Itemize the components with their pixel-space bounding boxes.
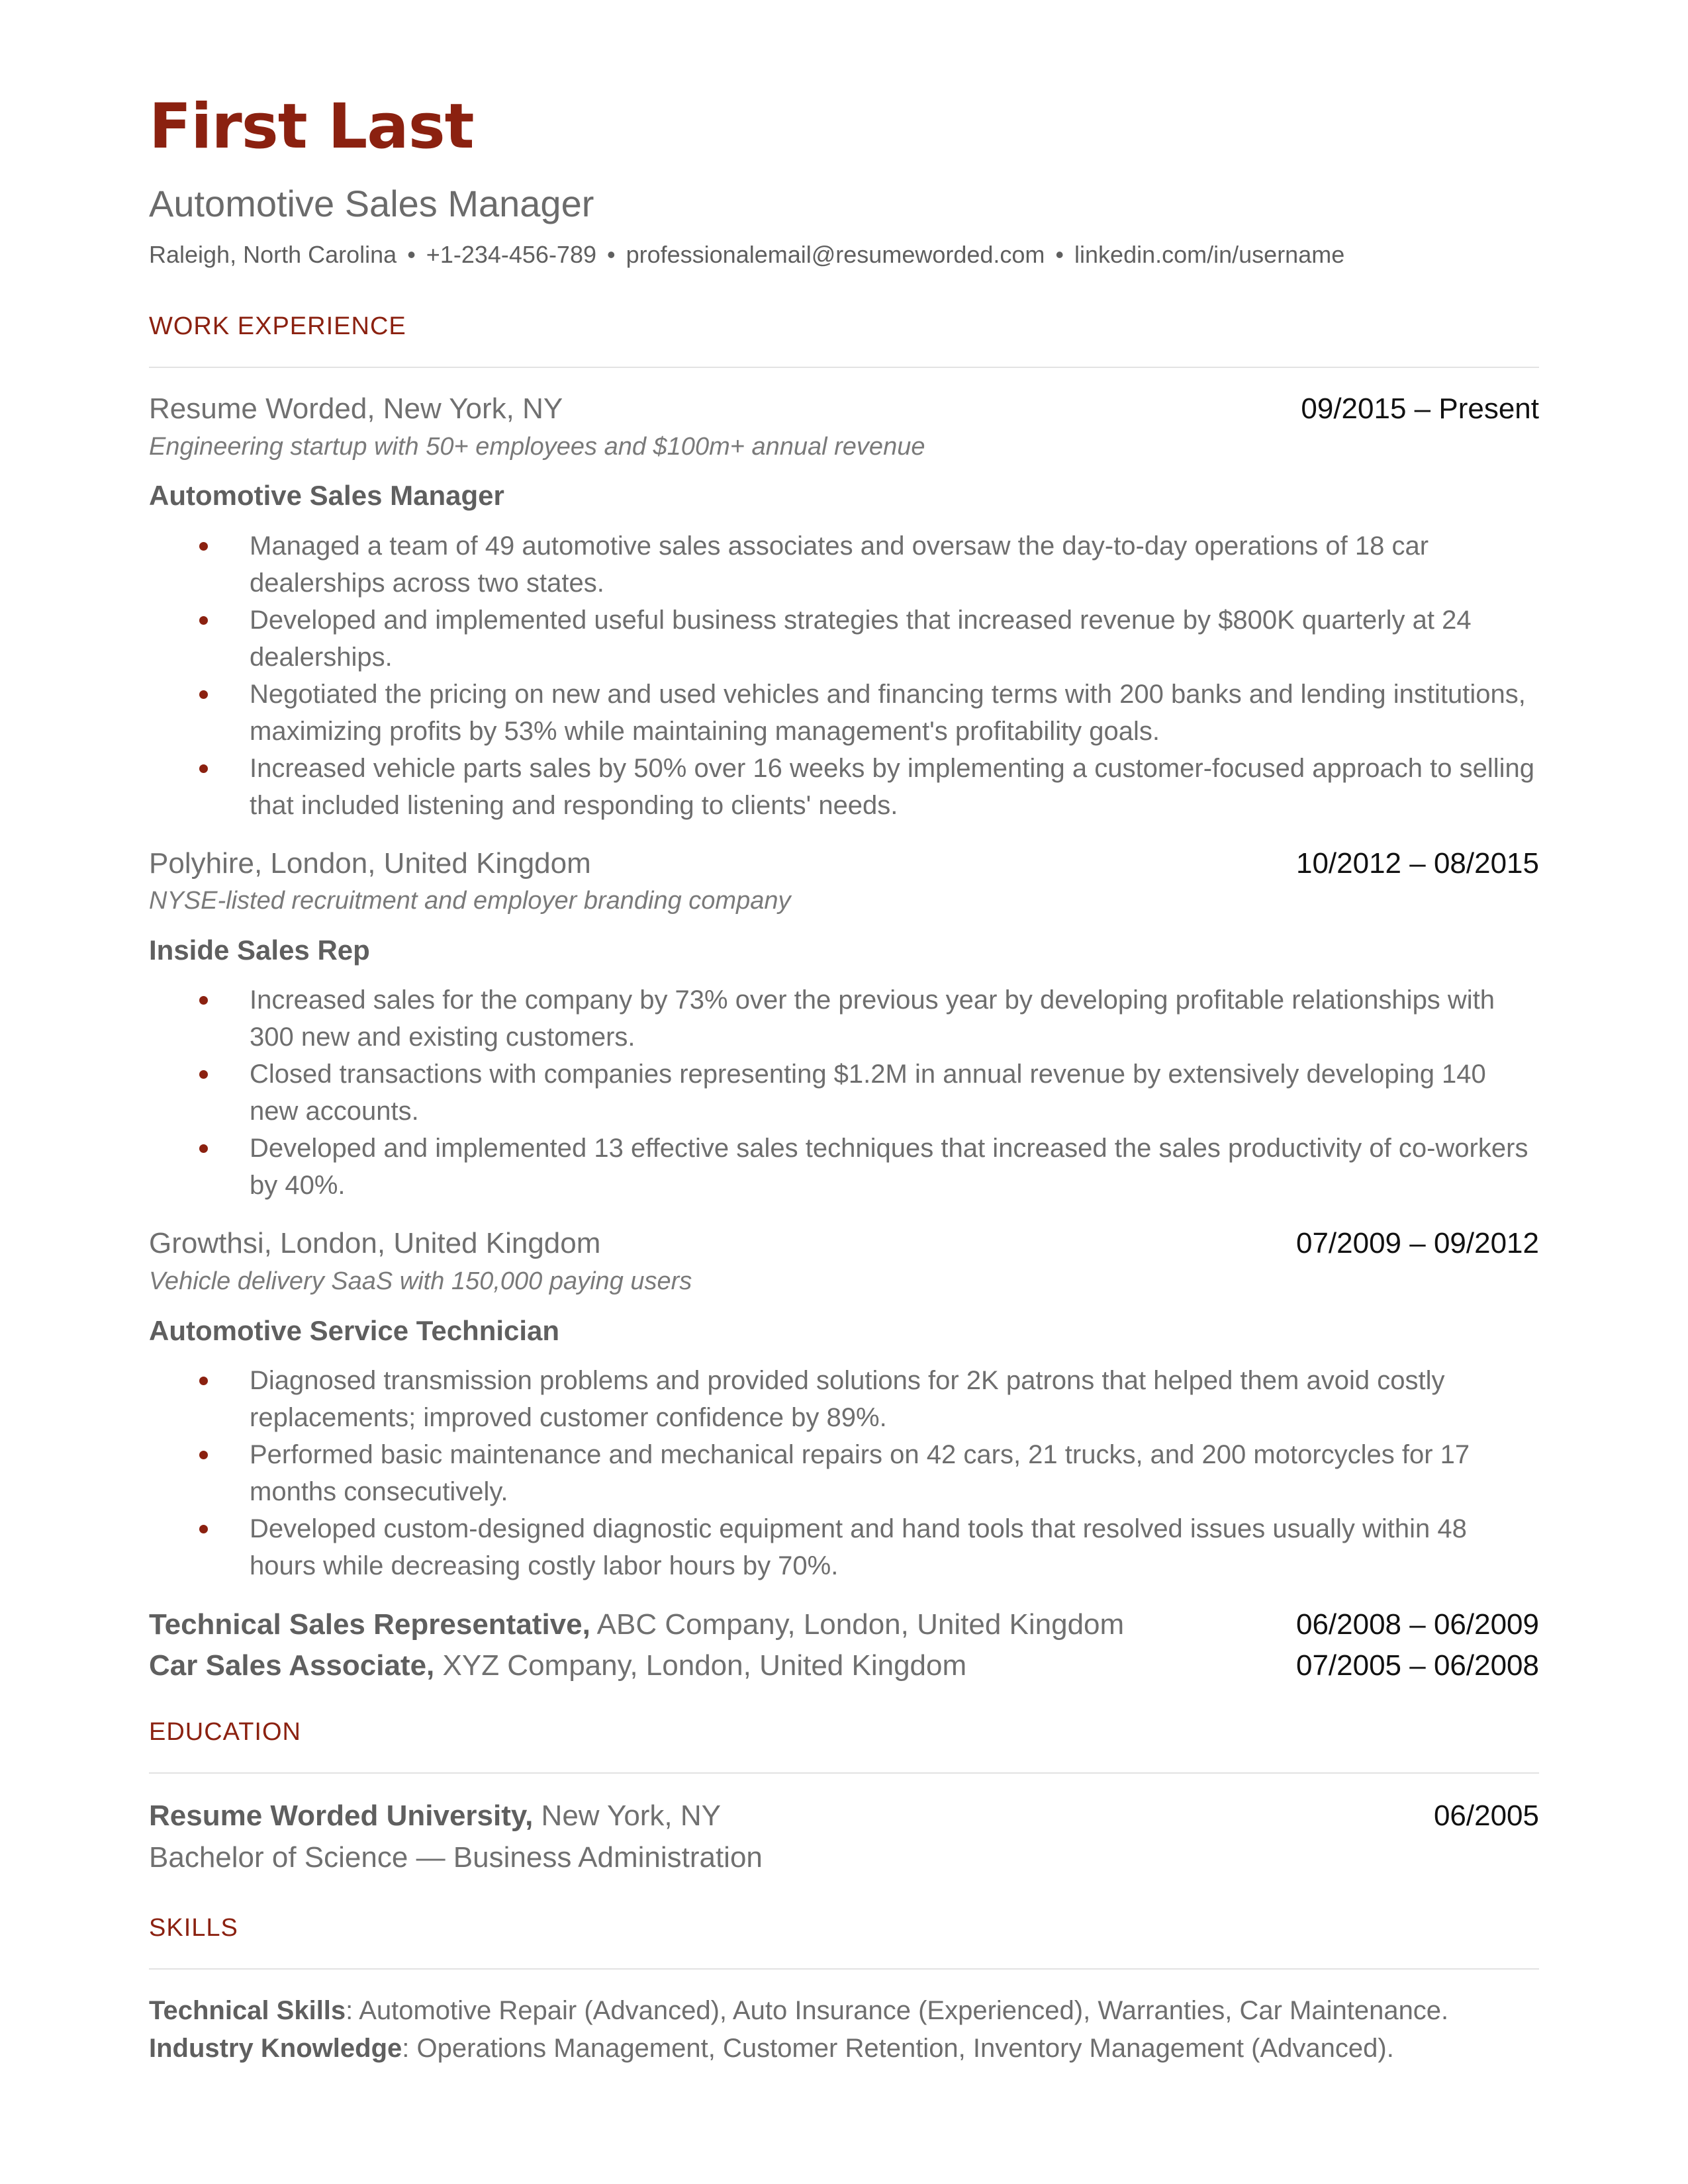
- contact-linkedin[interactable]: linkedin.com/in/username: [1074, 240, 1345, 268]
- bullet-text: Negotiated the pricing on new and used vehicles and financing terms with 200 banks and lending institutions, maximizing profits by 53% while maintaining management's profitability goals.: [250, 679, 1526, 746]
- skill-label: Industry Knowledge: [149, 2033, 402, 2063]
- job-company: Resume Worded, New York, NY: [149, 392, 563, 425]
- bullet-text: Performed basic maintenance and mechanical repairs on 42 cars, 21 trucks, and 200 motorcycles for 17 months consecutively.: [250, 1440, 1470, 1507]
- bullet-dot-icon: [199, 690, 208, 699]
- previous-role-title: Car Sales Associate,: [149, 1649, 435, 1682]
- education-school: [149, 1799, 721, 1834]
- contact-separator: •: [1055, 240, 1064, 268]
- job-entry: [149, 1226, 1539, 1584]
- list-item: [149, 981, 1539, 1056]
- skill-value: : Operations Management, Customer Retention, Inventory Management (Advanced).: [402, 2033, 1394, 2063]
- bullet-dot-icon: [199, 542, 208, 551]
- candidate-name: First Last: [149, 91, 474, 163]
- education-header: [149, 1799, 1539, 1834]
- school-location: New York, NY: [533, 1799, 722, 1833]
- contact-location: Raleigh, North Carolina: [149, 240, 397, 268]
- job-company: Growthsi, London, United Kingdom: [149, 1227, 601, 1260]
- skills-section: [149, 1915, 1539, 2068]
- bullet-dot-icon: [199, 764, 208, 773]
- education-section: [149, 1719, 1539, 1876]
- job-role: Inside Sales Rep: [149, 934, 370, 966]
- bullet-dot-icon: [199, 1144, 208, 1153]
- job-header: [149, 392, 1539, 427]
- previous-role-row: [149, 1604, 1539, 1645]
- contact-email[interactable]: professionalemail@resumeworded.com: [626, 240, 1045, 268]
- skill-value: : Automotive Repair (Advanced), Auto Insurance (Experienced), Warranties, Car Maintenance.: [346, 1995, 1449, 2025]
- work-experience-section: [149, 314, 1539, 1686]
- education-entry: [149, 1799, 1539, 1876]
- job-company-description: NYSE-listed recruitment and employer branding company: [149, 887, 791, 915]
- list-item: [149, 1510, 1539, 1584]
- bullet-dot-icon: [199, 1525, 208, 1533]
- contact-line: [149, 240, 1539, 269]
- bullet-text: Developed custom-designed diagnostic equipment and hand tools that resolved issues usually within 48 hours while decreasing costly labor hours by 70%.: [250, 1514, 1467, 1581]
- bullet-text: Diagnosed transmission problems and provided solutions for 2K patrons that helped them avoid costly replacements; improved customer confidence by 89%.: [250, 1366, 1445, 1433]
- education-date: 06/2005: [1433, 1799, 1539, 1833]
- contact-phone[interactable]: +1-234-456-789: [426, 240, 596, 268]
- previous-role-dates: 06/2008 – 06/2009: [1295, 1608, 1539, 1641]
- list-item: [149, 750, 1539, 824]
- candidate-headline: Automotive Sales Manager: [149, 183, 594, 224]
- list-item: [149, 676, 1539, 750]
- bullet-text: Closed transactions with companies representing $1.2M in annual revenue by extensively developing 140 new accounts.: [250, 1060, 1486, 1126]
- previous-role-row: [149, 1645, 1539, 1686]
- education-degree: Bachelor of Science — Business Administration: [149, 1841, 763, 1874]
- job-company: Polyhire, London, United Kingdom: [149, 846, 591, 880]
- skill-row: [149, 1992, 1539, 2030]
- previous-role-company: XYZ Company, London, United Kingdom: [434, 1649, 967, 1682]
- job-company-description: Engineering startup with 50+ employees and $100m+ annual revenue: [149, 432, 925, 461]
- job-entry: [149, 392, 1539, 824]
- bullet-dot-icon: [199, 996, 208, 1005]
- bullet-text: Increased vehicle parts sales by 50% over 16 weeks by implementing a customer-focused approach to selling that included listening and responding to clients' needs.: [250, 753, 1535, 820]
- skill-label: Technical Skills: [149, 1995, 346, 2025]
- job-role: Automotive Service Technician: [149, 1314, 560, 1346]
- bullet-dot-icon: [199, 1070, 208, 1079]
- bullet-dot-icon: [199, 616, 208, 625]
- job-entry: [149, 846, 1539, 1205]
- previous-role-company: ABC Company, London, United Kingdom: [590, 1608, 1125, 1641]
- previous-roles: [149, 1604, 1539, 1686]
- job-header: [149, 1226, 1539, 1261]
- section-title-work: WORK EXPERIENCE: [149, 312, 406, 340]
- bullet-dot-icon: [199, 1377, 208, 1385]
- previous-role: [149, 1645, 966, 1686]
- contact-separator: •: [407, 240, 416, 268]
- list-item: [149, 527, 1539, 602]
- skill-row: [149, 2030, 1539, 2068]
- list-item: [149, 602, 1539, 676]
- contact-separator: •: [607, 240, 616, 268]
- section-divider: [149, 1968, 1539, 1970]
- job-role: Automotive Sales Manager: [149, 480, 504, 512]
- resume-page: [149, 83, 1539, 2068]
- job-bullets: [149, 1362, 1539, 1584]
- previous-role-title: Technical Sales Representative,: [149, 1608, 590, 1641]
- job-bullets: [149, 981, 1539, 1204]
- school-name: Resume Worded University,: [149, 1799, 534, 1833]
- bullet-dot-icon: [199, 1451, 208, 1459]
- previous-role: [149, 1604, 1124, 1645]
- bullet-text: Developed and implemented useful business strategies that increased revenue by $800K quarterly at 24 dealerships.: [250, 605, 1472, 672]
- bullet-text: Developed and implemented 13 effective sales techniques that increased the sales productivity of co-workers by 40%.: [250, 1134, 1528, 1201]
- job-header: [149, 846, 1539, 882]
- job-bullets: [149, 527, 1539, 824]
- list-item: [149, 1130, 1539, 1204]
- list-item: [149, 1436, 1539, 1510]
- section-title-skills: SKILLS: [149, 1913, 238, 1942]
- list-item: [149, 1056, 1539, 1130]
- job-dates: 09/2015 – Present: [1301, 392, 1539, 425]
- section-title-education: EDUCATION: [149, 1718, 301, 1747]
- bullet-text: Increased sales for the company by 73% over the previous year by developing profitable relationships with 300 new and existing customers.: [250, 985, 1495, 1052]
- section-divider: [149, 367, 1539, 368]
- bullet-text: Managed a team of 49 automotive sales associates and oversaw the day-to-day operations of 18 car dealerships across two states.: [250, 531, 1429, 598]
- list-item: [149, 1362, 1539, 1436]
- previous-role-dates: 07/2005 – 06/2008: [1295, 1649, 1539, 1682]
- section-divider: [149, 1772, 1539, 1774]
- skills-list: [149, 1992, 1539, 2068]
- job-dates: 07/2009 – 09/2012: [1295, 1227, 1539, 1260]
- job-company-description: Vehicle delivery SaaS with 150,000 paying users: [149, 1267, 692, 1296]
- job-dates: 10/2012 – 08/2015: [1295, 846, 1539, 880]
